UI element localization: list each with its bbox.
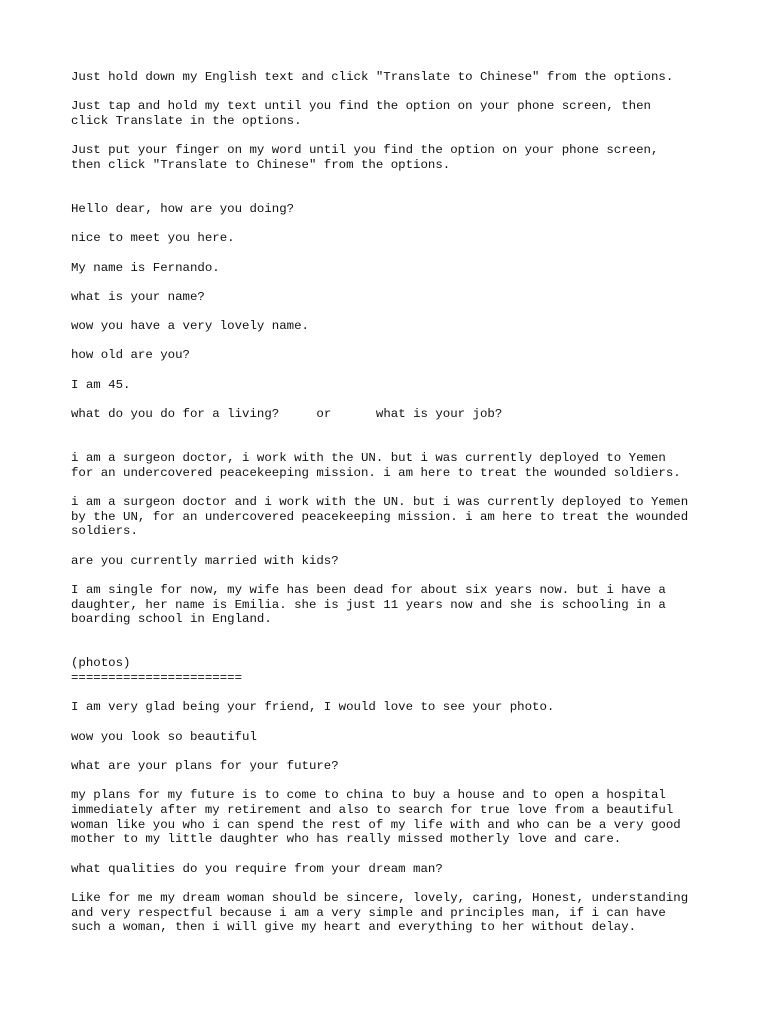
job-question-part2: what is your job? — [375, 407, 503, 422]
name-question-line: what is your name? — [71, 289, 205, 304]
name-intro-line: My name is Fernando. — [71, 260, 220, 275]
glad-friend-line: I am very glad being your friend, I would love to see your photo. — [71, 700, 555, 715]
photos-label: (photos) — [71, 656, 131, 671]
greeting-line: Hello dear, how are you doing? — [71, 202, 295, 216]
married-question-line: are you currently married with kids? — [71, 553, 339, 568]
nice-to-meet-line: nice to meet you here. — [71, 231, 235, 246]
plans-question-line: what are your plans for your future? — [71, 759, 339, 774]
instruction-paragraph-1: Just hold down my English text and click "Translate to Chinese" from the options. — [71, 70, 674, 84]
job-answer-paragraph-1: i am a surgeon doctor, i work with the UN. but i was currently deployed to Yemen for an undercovered peacekeeping mission. i am here to treat the wounded soldiers. — [71, 451, 681, 480]
job-question-line — [71, 407, 711, 422]
family-answer-paragraph: I am single for now, my wife has been dead for about six years now. but i have a daughter, her name is Emilia. she is just 11 years now and she is schooling in a boarding school in England. — [71, 583, 666, 627]
qualities-question-line: what qualities do you require from your dream man? — [71, 861, 443, 876]
job-answer-paragraph-2: i am a surgeon doctor and i work with the UN. but i was currently deployed to Yemen by the UN, for an undercovered peacekeeping mission. i am here to treat the wounded soldiers. — [71, 495, 689, 539]
document-page — [71, 70, 711, 950]
age-answer-line: I am 45. — [71, 377, 131, 392]
instruction-paragraph-2: Just tap and hold my text until you find the option on your phone screen, then click Translate in the options. — [71, 99, 651, 128]
instruction-paragraph-3: Just put your finger on my word until you find the option on your phone screen, then click "Translate to Chinese" from the options. — [71, 143, 659, 172]
lovely-name-line: wow you have a very lovely name. — [71, 319, 309, 334]
qualities-answer-paragraph: Like for me my dream woman should be sincere, lovely, caring, Honest, understanding and very respectful because i am a very simple and principles man, if i can have such a woman, then i will give my heart and everything to her without delay. — [71, 891, 689, 935]
job-question-connector: or — [316, 407, 332, 422]
beautiful-line: wow you look so beautiful — [71, 729, 257, 744]
plans-answer-paragraph: my plans for my future is to come to china to buy a house and to open a hospital immediately after my retirement and also to search for true love from a beautiful woman like you who i can spend the rest of my life with and who can be a very good mother to my little daughter who has really missed motherly love and care. — [71, 788, 681, 847]
separator-line: ======================= — [71, 671, 243, 686]
job-question-part1: what do you do for a living? — [71, 407, 280, 422]
age-question-line: how old are you? — [71, 348, 190, 363]
